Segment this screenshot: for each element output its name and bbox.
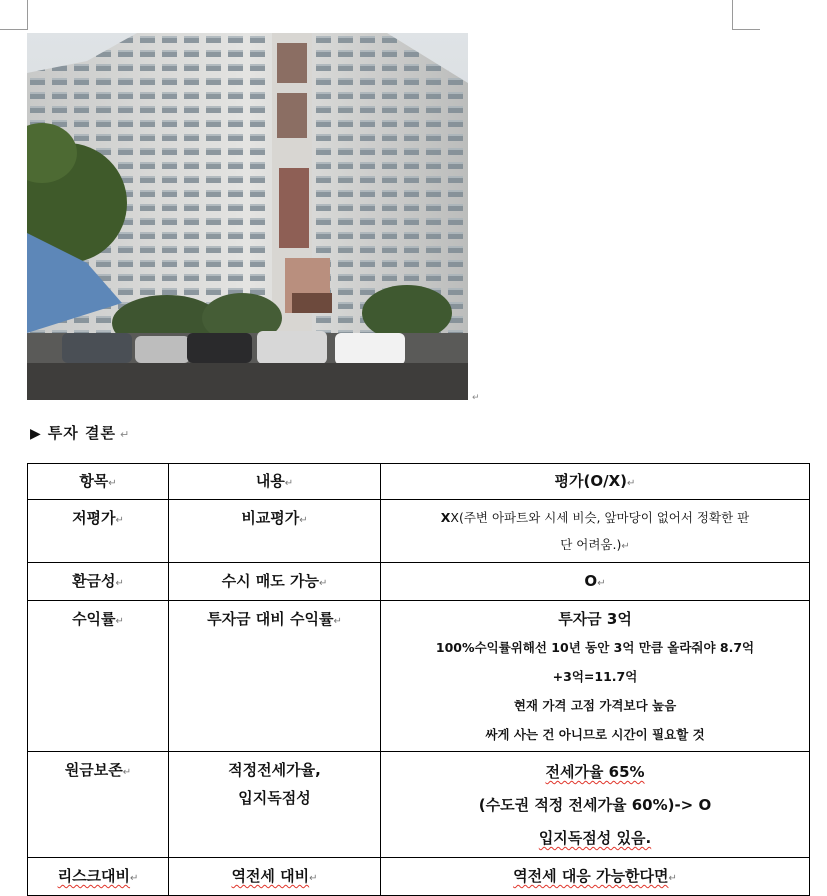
cell-content: 역전세 대비↵ [169, 858, 381, 896]
table-header-row [28, 464, 810, 500]
cell-content: 적정전세가율, 입지독점성 [169, 752, 381, 858]
header-content: 내용↵ [169, 464, 381, 500]
page-corner-top-left [0, 0, 28, 30]
cell-item: 환금성↵ [28, 563, 169, 601]
table-row [28, 500, 810, 563]
paragraph-mark: ↵ [119, 428, 131, 441]
cell-content: 비교평가↵ [169, 500, 381, 563]
cell-evaluation: 역전세 대응 가능한다면↵ [381, 858, 810, 896]
table-row [28, 563, 810, 601]
cell-evaluation: O↵ [381, 563, 810, 601]
cell-content: 투자금 대비 수익률↵ [169, 601, 381, 752]
table-row [28, 752, 810, 858]
cell-item: 리스크대비↵ [28, 858, 169, 896]
image-anchor-mark: ↵ [472, 393, 480, 403]
apartment-photo [27, 33, 468, 400]
cell-content: 수시 매도 가능↵ [169, 563, 381, 601]
table-row [28, 601, 810, 752]
header-item: 항목↵ [28, 464, 169, 500]
cell-evaluation: 투자금 3억 100%수익률위해선 10년 동안 3억 만큼 올라줘야 8.7억 +3억=11.7억 현재 가격 고점 가격보다 높음 싸게 사는 건 아니므로 시간이 필요할 것 [381, 601, 810, 752]
investment-table [27, 463, 810, 896]
cell-item: 저평가↵ [28, 500, 169, 563]
cell-item: 원금보존↵ [28, 752, 169, 858]
cell-item: 수익률↵ [28, 601, 169, 752]
section-heading [30, 422, 130, 443]
cell-evaluation: XX(주변 아파트와 시세 비슷, 앞마당이 없어서 정확한 판 단 어려움.)↵ [381, 500, 810, 563]
triangle-bullet-icon: ▶ [30, 426, 42, 442]
header-evaluation: 평가(O/X)↵ [381, 464, 810, 500]
table-row [28, 858, 810, 896]
cell-evaluation: 전세가율 65% (수도권 적정 전세가율 60%)-> O 입지독점성 있음. [381, 752, 810, 858]
section-title: 투자 결론 [47, 424, 116, 442]
page-corner-top-right [732, 0, 760, 30]
